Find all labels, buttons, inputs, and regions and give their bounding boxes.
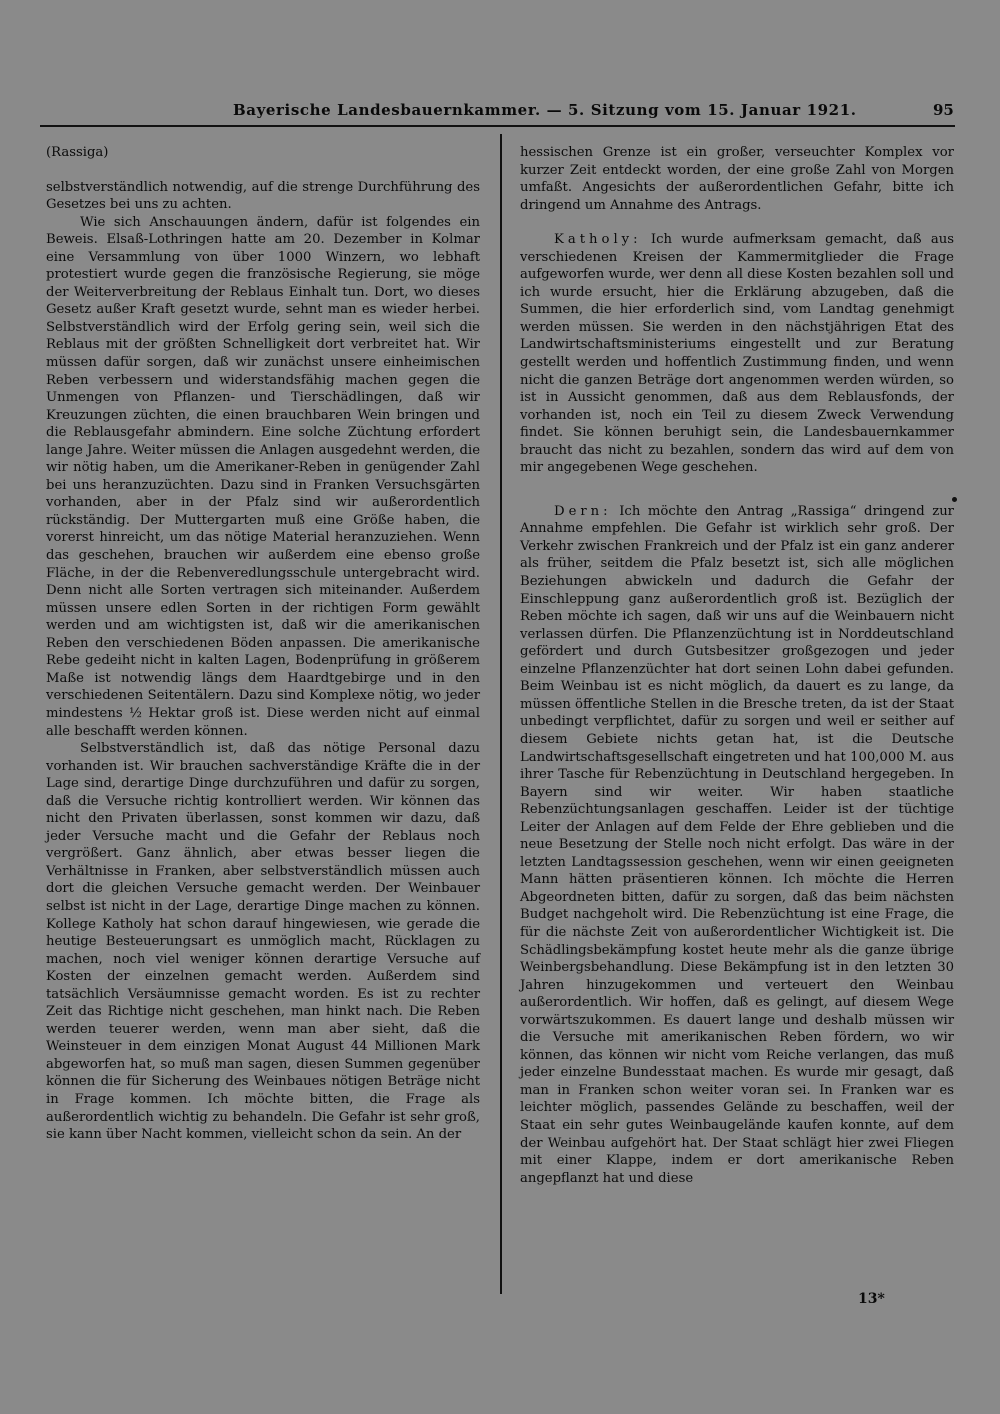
speech-dern (520, 503, 954, 1187)
paragraph: Selbstverständlich ist, daß das nötige Personal dazu vorhanden ist. Wir brauchen sachverständige Kräfte die in der Lage sind, derartige Dinge durchzuführen und dafür zu sorgen, daß die Versuche richtig kontrolliert werden. Wir können das nicht den Privaten überlassen, sonst kommen wir dazu, daß jeder Versuche macht und die Gefahr der Reblaus noch vergrößert. Ganz ähnlich, aber etwas besser liegen die Verhältnisse in Franken, aber selbstverständlich müssen auch dort die gleichen Versuche gemacht werden. Der Weinbauer selbst ist nicht in der Lage, derartige Dinge machen zu können. Kollege Katholy hat schon darauf hingewiesen, wie gerade die heutige Besteuerungsart es unmöglich macht, Rücklagen zu machen, noch viel weniger können derartige Versuche auf Kosten der einzelnen gemacht werden. Außerdem sind tatsächlich Versäumnisse gemacht worden. Es ist zu rechter Zeit das Richtige nicht geschehen, man hinkt nach. Die Reben werden teuerer werden, wenn man aber sieht, daß die Weinsteuer in dem einzigen Monat August 44 Millionen Mark abgeworfen hat, so muß man sagen, diesen Summen gegenüber können die für Sicherung des Weinbaues nötigen Beträge nicht in Frage kommen. Ich möchte bitten, die Frage als außerordentlich wichtig zu behandeln. Die Gefahr ist sehr groß, sie kann über Nacht kommen, vielleicht schon da sein. An der (46, 741, 480, 1143)
spacer (520, 214, 954, 231)
paragraph: hessischen Grenze ist ein großer, verseuchter Komplex vor kurzer Zeit entdeckt worden, der eine große Zahl von Morgen umfaßt. Angesichts der außerordentlichen Gefahr, bitte ich dringend um Annahme des Antrags. (520, 145, 954, 213)
right-column (520, 144, 954, 1187)
speaker-name: Katholy: (554, 232, 642, 248)
paragraph: selbstverständlich notwendig, auf die strenge Durchführung des Gesetzes bei uns zu achten. (46, 179, 480, 213)
speaker-tag: (Rassiga) (46, 145, 109, 160)
running-header (0, 97, 1000, 127)
header-title: Bayerische Landesbauernkammer. — 5. Sitzung vom 15. Januar 1921. (233, 101, 857, 119)
speaker-name: Dern: (554, 503, 612, 519)
header-rule (40, 125, 955, 127)
page-number: 95 (933, 101, 954, 119)
speech-katholy (520, 231, 954, 477)
spacer (46, 162, 480, 179)
signature-mark: 13* (858, 1291, 885, 1307)
speech-text: Ich möchte den Antrag „Rassiga“ dringend zur Annahme empfehlen. Die Gefahr ist wirklich sehr groß. Der Verkehr zwischen Frankreich und der Pfalz ist ein ganz anderer als früher, seitdem die Pfalz besetzt ist, sich alle möglichen Beziehungen abwickeln und dadurch die Gefahr der Einschleppung ganz außerordentlich groß ist. Bezüglich der Reben möchte ich sagen, daß wir uns auf die Weinbauern nicht verlassen dürfen. Die Pflanzenzüchtung ist in Norddeutschland gefördert und durch Gutsbesitzer großgezogen und jeder einzelne Pflanzenzüchter hat dort seinen Lohn dabei gefunden. Beim Weinbau ist es nicht möglich, da dauert es zu lange, da müssen öffentliche Stellen in die Bresche treten, da ist der Staat unbedingt verpflichtet, dafür zu sorgen und weil er seither auf diesem Gebiete nichts getan hat, ist die Deutsche Landwirtschaftsgesellschaft eingetreten und hat 100,000 M. aus ihrer Tasche für Rebenzüchtung in Deutschland hergegeben. In Bayern sind wir weiter. Wir haben staatliche Rebenzüchtungsanlagen geschaffen. Leider ist der tüchtige Leiter der Anlagen auf dem Felde der Ehre geblieben und die neue Besetzung der Stelle noch nicht erfolgt. Das wäre in der letzten Landtagssession geschehen, wenn wir einen geeigneten Mann hätten präsentieren können. Ich möchte die Herren Abgeordneten bitten, dafür zu sorgen, daß das beim nächsten Budget nachgeholt wird. Die Rebenzüchtung ist eine Frage, die für die nächste Zeit von außerordentlicher Wichtigkeit ist. Die Schädlingsbekämpfung kostet heute mehr als die ganze übrige Weinbergsbehandlung. Diese Bekämpfung ist in den letzten 30 Jahren hinzugekommen und verteuert den Weinbau außerordentlich. Wir hoffen, daß es gelingt, auf diesem Wege vorwärtszukommen. Es dauert lange und deshalb müssen wir die Versuche mit amerikanischen Reben fördern, wo wir können, das können wir nicht vom Reiche verlangen, das muß jeder einzelne Bundesstaat machen. Es wurde mir gesagt, daß man in Franken schon weiter voran sei. In Franken war es leichter möglich, passendes Gelände zu beschaffen, weil der Staat ein sehr gutes Weinbaugelände kaufen konnte, auf dem der Weinbau aufgehört hat. Der Staat schlägt hier zwei Fliegen mit einer Klappe, indem er dort amerikanische Reben angepflanzt hat und diese (520, 503, 954, 1186)
column-divider (500, 134, 502, 1294)
left-column (46, 144, 480, 1144)
spacer (520, 477, 954, 503)
ink-dot (952, 497, 957, 502)
paragraph: Wie sich Anschauungen ändern, dafür ist folgendes ein Beweis. Elsaß-Lothringen hatte am 20. Dezember in Kolmar eine Versammlung von über 1000 Winzern, wo lebhaft protestiert wurde gegen die französische Regierung, sie möge der Weiterverbreitung der Reblaus Einhalt tun. Dort, wo dieses Gesetz außer Kraft gesetzt wurde, sehnt man es wieder herbei. Selbstverständlich wird der Erfolg gering sein, weil sich die Reblaus mit der größten Schnelligkeit dort verbreitet hat. Wir müssen dafür sorgen, daß wir zunächst unsere einheimischen Reben verbessern und widerstandsfähig machen gegen die Unmengen von Pflanzen- und Tierschädlingen, daß wir Kreuzungen züchten, die einen brauchbaren Wein bringen und die Reblausgefahr abmindern. Eine solche Züchtung erfordert lange Jahre. Weiter müssen die Anlagen ausgedehnt werden, die wir nötig haben, um die Amerikaner-Reben in genügender Zahl bei uns heranzuzüchten. Dazu sind in Franken Versuchsgärten vorhanden, aber in der Pfalz sind wir außerordentlich rückständig. Der Muttergarten muß eine Größe haben, die vorerst hinreicht, um das nötige Material heranzuziehen. Wenn das geschehen, brauchen wir außerdem eine ebenso große Fläche, in der die Rebenveredlungsschule untergebracht wird. Denn nicht alle Sorten vertragen sich miteinander. Außerdem müssen unsere edlen Sorten in der richtigen Form gewählt werden und am wichtigsten ist, daß wir die amerikanischen Reben den verschiedenen Böden anpassen. Die amerikanische Rebe gedeiht nicht in kalten Lagen, Bodenprüfung in größerem Maße ist notwendig längs dem Haardtgebirge und in den verschiedenen Seitentälern. Dazu sind Komplexe nötig, wo jeder mindestens ½ Hektar groß ist. Diese werden nicht auf einmal alle beschafft werden können. (46, 214, 480, 739)
speech-text: Ich wurde aufmerksam gemacht, daß aus verschiedenen Kreisen der Kammermitglieder die Frage aufgeworfen wurde, wer denn all diese Kosten bezahlen soll und ich wurde ersucht, hier die Erklärung abzugeben, daß die Summen, die hier erforderlich sind, vom Landtag genehmigt werden müssen. Sie werden in den nächstjährigen Etat des Landwirtschaftsministeriums eingestellt und zur Beratung gestellt werden und hoffentlich Zustimmung finden, und wenn nicht die ganzen Beträge dort angenommen werden würden, so ist in Aussicht genommen, daß aus dem Reblausfonds, der vorhanden ist, noch ein Teil zu diesem Zweck Verwendung findet. Sie können beruhigt sein, die Landesbauernkammer braucht das nicht zu bezahlen, sondern das wird auf dem von mir angegebenen Wege geschehen. (520, 232, 954, 476)
